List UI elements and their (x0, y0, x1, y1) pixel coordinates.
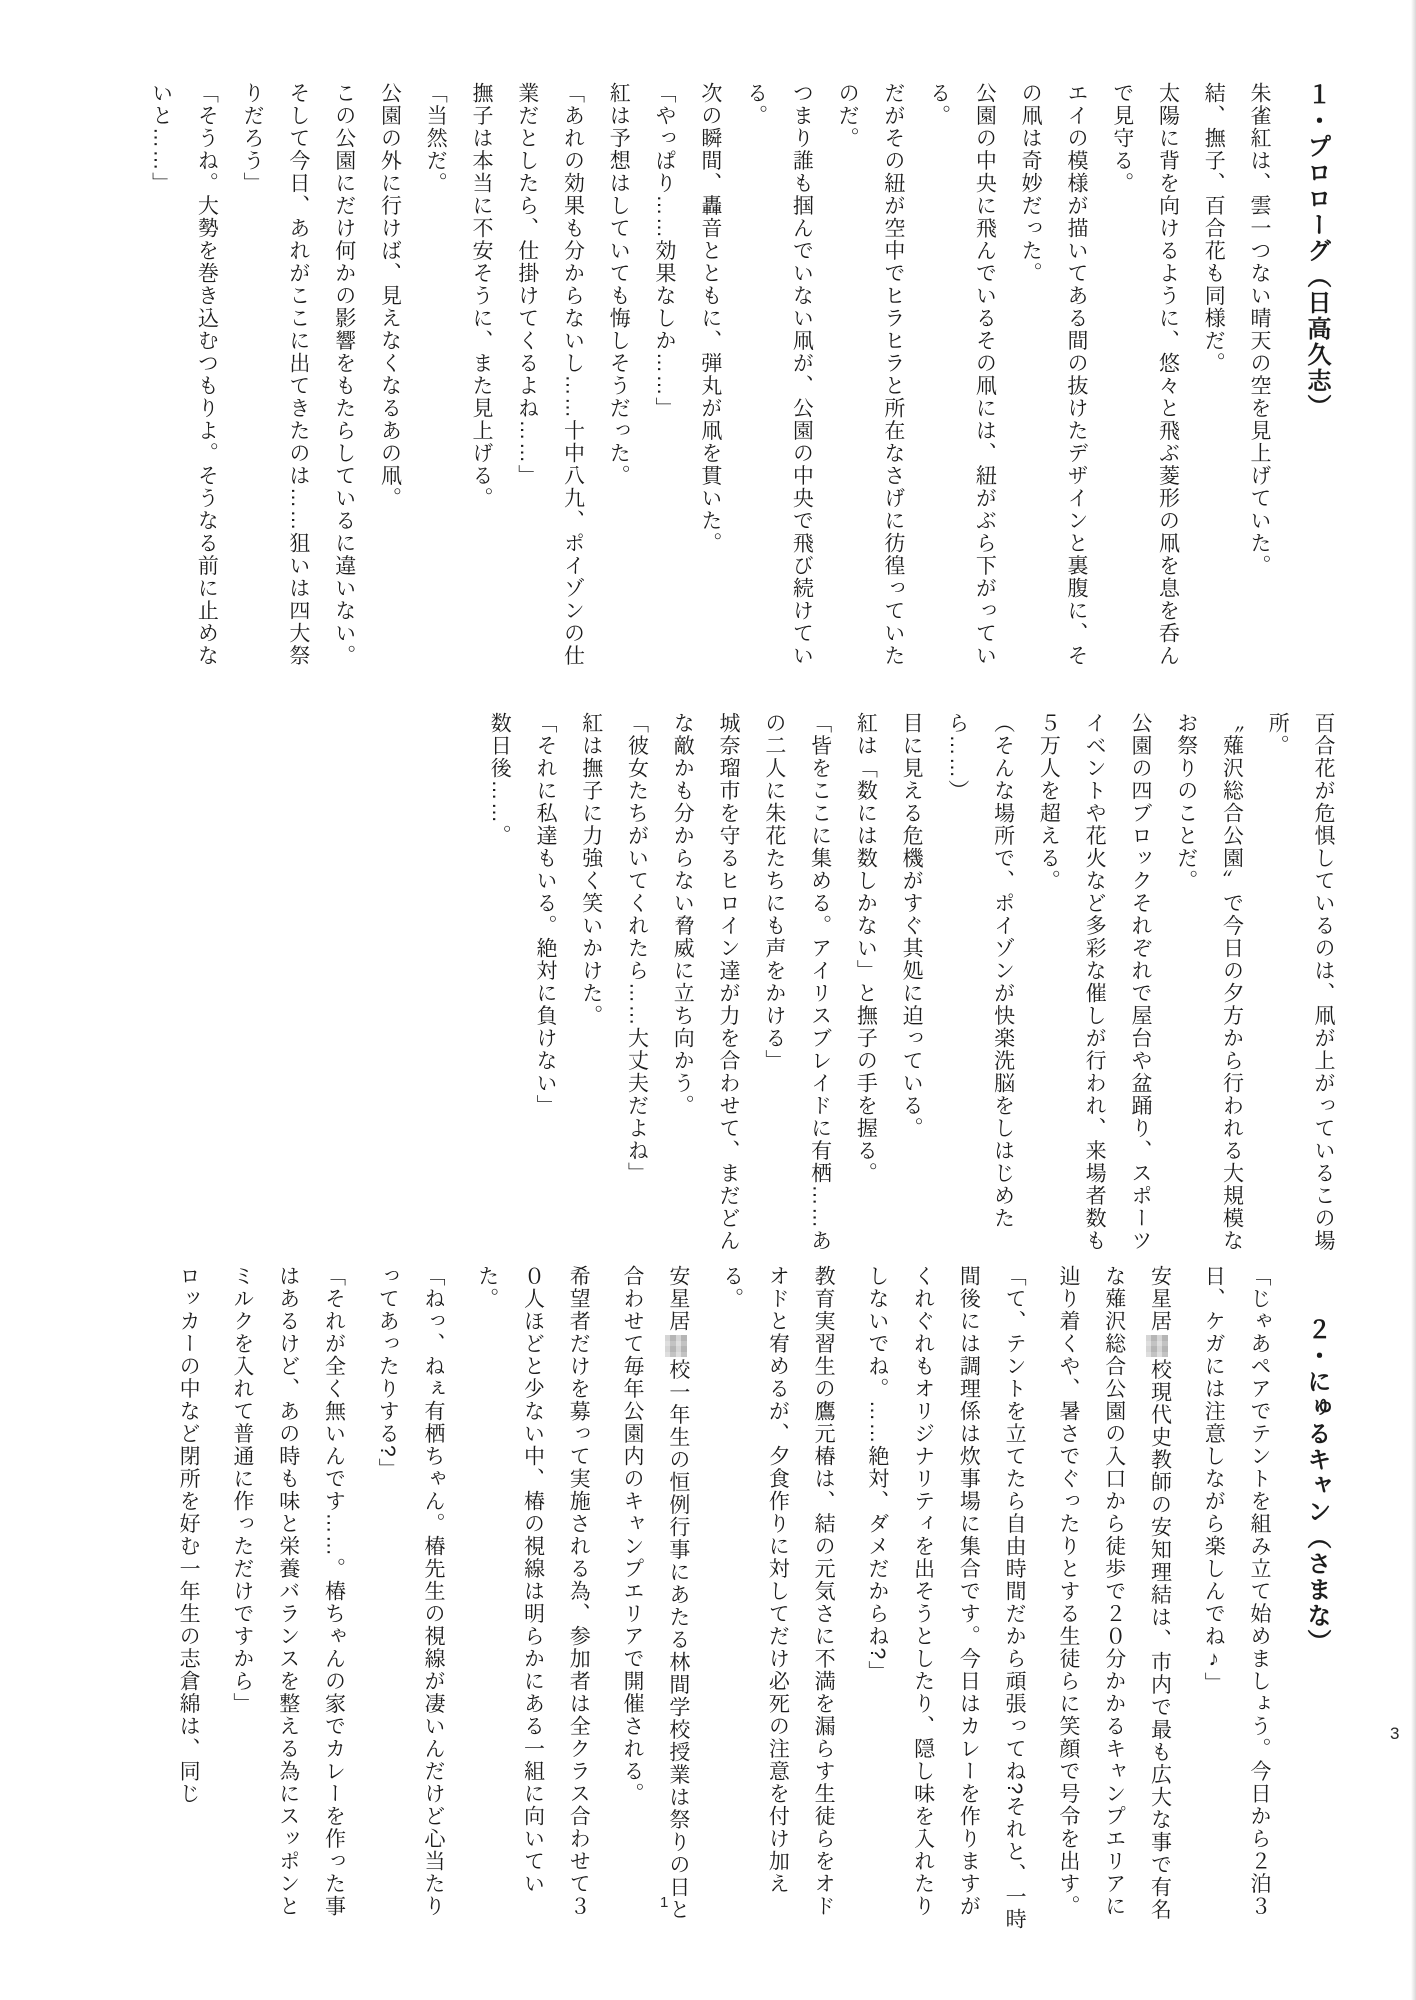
paragraph: つまり誰も掴んでいない凧が、公園の中央で飛び続けている。 (744, 82, 814, 667)
paragraph: 公園の外に行けば、見えなくなるあの凧。 (378, 82, 402, 510)
page-number: 3 (1390, 1724, 1400, 1743)
paragraph: だがその紐が空中でヒラヒラと所在なさげに彷徨っていたのだ。 (836, 82, 905, 667)
paragraph: 公園の中央に飛んでいるその凧には、紐がぶら下がっている。 (927, 82, 997, 667)
paragraph: 「やっぱり……効果なしか……」 (653, 82, 677, 420)
paragraph: 「皆をここに集める。アイリスブレイドに有栖……あの二人に朱花たちにも声をかける」 (762, 712, 832, 1252)
paragraph: 太陽に背を向けるように、悠々と飛ぶ菱形の凧を息を呑んで見守る。 (1110, 82, 1180, 667)
paragraph: 「彼女たちがいてくれたら……大丈夫だよね」 (625, 712, 649, 1185)
paragraph: 朱雀紅は、雲一つない晴天の空を見上げていた。 (1248, 82, 1271, 577)
page-edge-shadow (1411, 0, 1416, 2000)
section-nurucamp-heading: ２・にゅるキャン（さまな） (1303, 1317, 1330, 1655)
paragraph: ロッカーの中など閉所を好む一年生の志倉綿は、同じ (177, 1265, 201, 1805)
paragraph: 次の瞬間、轟音とともに、弾丸が凧を貫いた。 (698, 82, 722, 555)
section-prologue-band-2 (476, 712, 1346, 1252)
paragraph: この公園にだけ何かの影響をもたらしているに違いない。 (332, 82, 356, 667)
paragraph: （そんな場所で、ポイゾンが快楽洗脳をしはじめたら……） (945, 712, 1015, 1230)
censor-block (665, 1335, 687, 1357)
paragraph: 撫子は本当に不安そうに、また見上げる。 (469, 82, 493, 510)
paragraph: 百合花が危惧しているのは、凧が上がっているこの場所。 (1266, 712, 1335, 1252)
section-prologue-band-1 (138, 82, 1346, 687)
paragraph: 〝薙沢総合公園〟で今日の夕方から行われる大規模なお祭りのことだ。 (1174, 712, 1244, 1252)
paragraph: 城奈瑠市を守るヒロイン達が力を合わせて、まだどんな敵かも分からない脅威に立ち向かう。 (671, 712, 741, 1252)
section-nurucamp-band (157, 1265, 1346, 1937)
paragraph: 「ねっ、ねぇ有栖ちゃん。椿先生の視線が凄いんだけど心当たりってあったりする?」 (376, 1265, 445, 1918)
paragraph: 「それに私達もいる。絶対に負けない」 (533, 712, 557, 1117)
paragraph: 「当然だ。 (424, 82, 448, 195)
section-prologue-heading: １・プロローグ（日高久志） (1303, 82, 1330, 420)
paragraph: そして今日、あれがここに出てきたのは……狙いは四大祭りだろう」 (241, 82, 310, 667)
paragraph: 教育実習生の鷹元椿は、結の元気さに不満を漏らす生徒らをオドオドと宥めるが、夕食作りに対してだけ必死の注意を付け加える。 (720, 1265, 836, 1918)
paragraph: 「あれの効果も分からないし……十中八九、ポイゾンの仕業だとしたら、仕掛けてくるよね……」 (515, 82, 585, 667)
paragraph: 安星居校一年生の恒例行事にあたる林間学校授業は祭りの日と合わせて毎年公園内のキャンプエリアで開催される。 (621, 1265, 690, 1921)
paragraph: 紅は予想はしていても悔しそうだった。 (607, 82, 631, 487)
paragraph: 紅は「数には数しかない」と撫子の手を握る。 (854, 712, 878, 1185)
paragraph: 公園の四ブロックそれぞれで屋台や盆踊り、スポーツイベントや花火など多彩な催しが行われ、来場者数も５万人を超える。 (1037, 712, 1152, 1252)
paragraph: 「じゃあペアでテントを組み立て始めましょう。今日から２泊３日、ケガには注意しながら楽しんでね♪」 (1202, 1265, 1271, 1918)
paragraph: 結、撫子、百合花も同様だ。 (1202, 82, 1226, 375)
paragraph: 安星居校現代史教師の安知理結は、市内で最も広大な事で有名な薙沢総合公園の入口から徒歩で２０分かかるキャンプエリアに辿り着くや、暑さでぐったりとする生徒らに笑顔で号令を出す。 (1056, 1265, 1172, 1921)
censor-block (1146, 1335, 1168, 1357)
footer-number: 1 (660, 1894, 669, 1911)
paragraph: 希望者だけを募って実施される為、参加者は全クラス合わせて３０人ほどと少ない中、椿の視線は明らかにある一組に向いていた。 (475, 1265, 591, 1918)
paragraph: 数日後……。 (488, 712, 512, 847)
paragraph: 「それが全く無いんです……。椿ちゃんの家でカレーを作った事はあるけど、あの時も味と栄養バランスを整える為にスッポンとミルクを入れて普通に作っただけですから」 (230, 1265, 346, 1918)
paragraph: エイの模様が描いてある間の抜けたデザインと裏腹に、その凧は奇妙だった。 (1019, 82, 1088, 667)
paragraph: 目に見える危機がすぐ其処に迫っている。 (900, 712, 924, 1140)
paragraph: 「そうね。大勢を巻き込むつもりよ。そうなる前に止めないと……」 (149, 82, 219, 667)
paragraph: 「て、テントを立てたら自由時間だから頑張ってね?それと、一時間後には調理係は炊事場に集合です。今日はカレーを作りますがくれぐれもオリジナリティを出そうとしたり、隠し味を入れたりしないでね。……絶対、ダメだからね?」 (865, 1265, 1027, 1931)
paragraph: 紅は撫子に力強く笑いかけた。 (579, 712, 603, 1027)
